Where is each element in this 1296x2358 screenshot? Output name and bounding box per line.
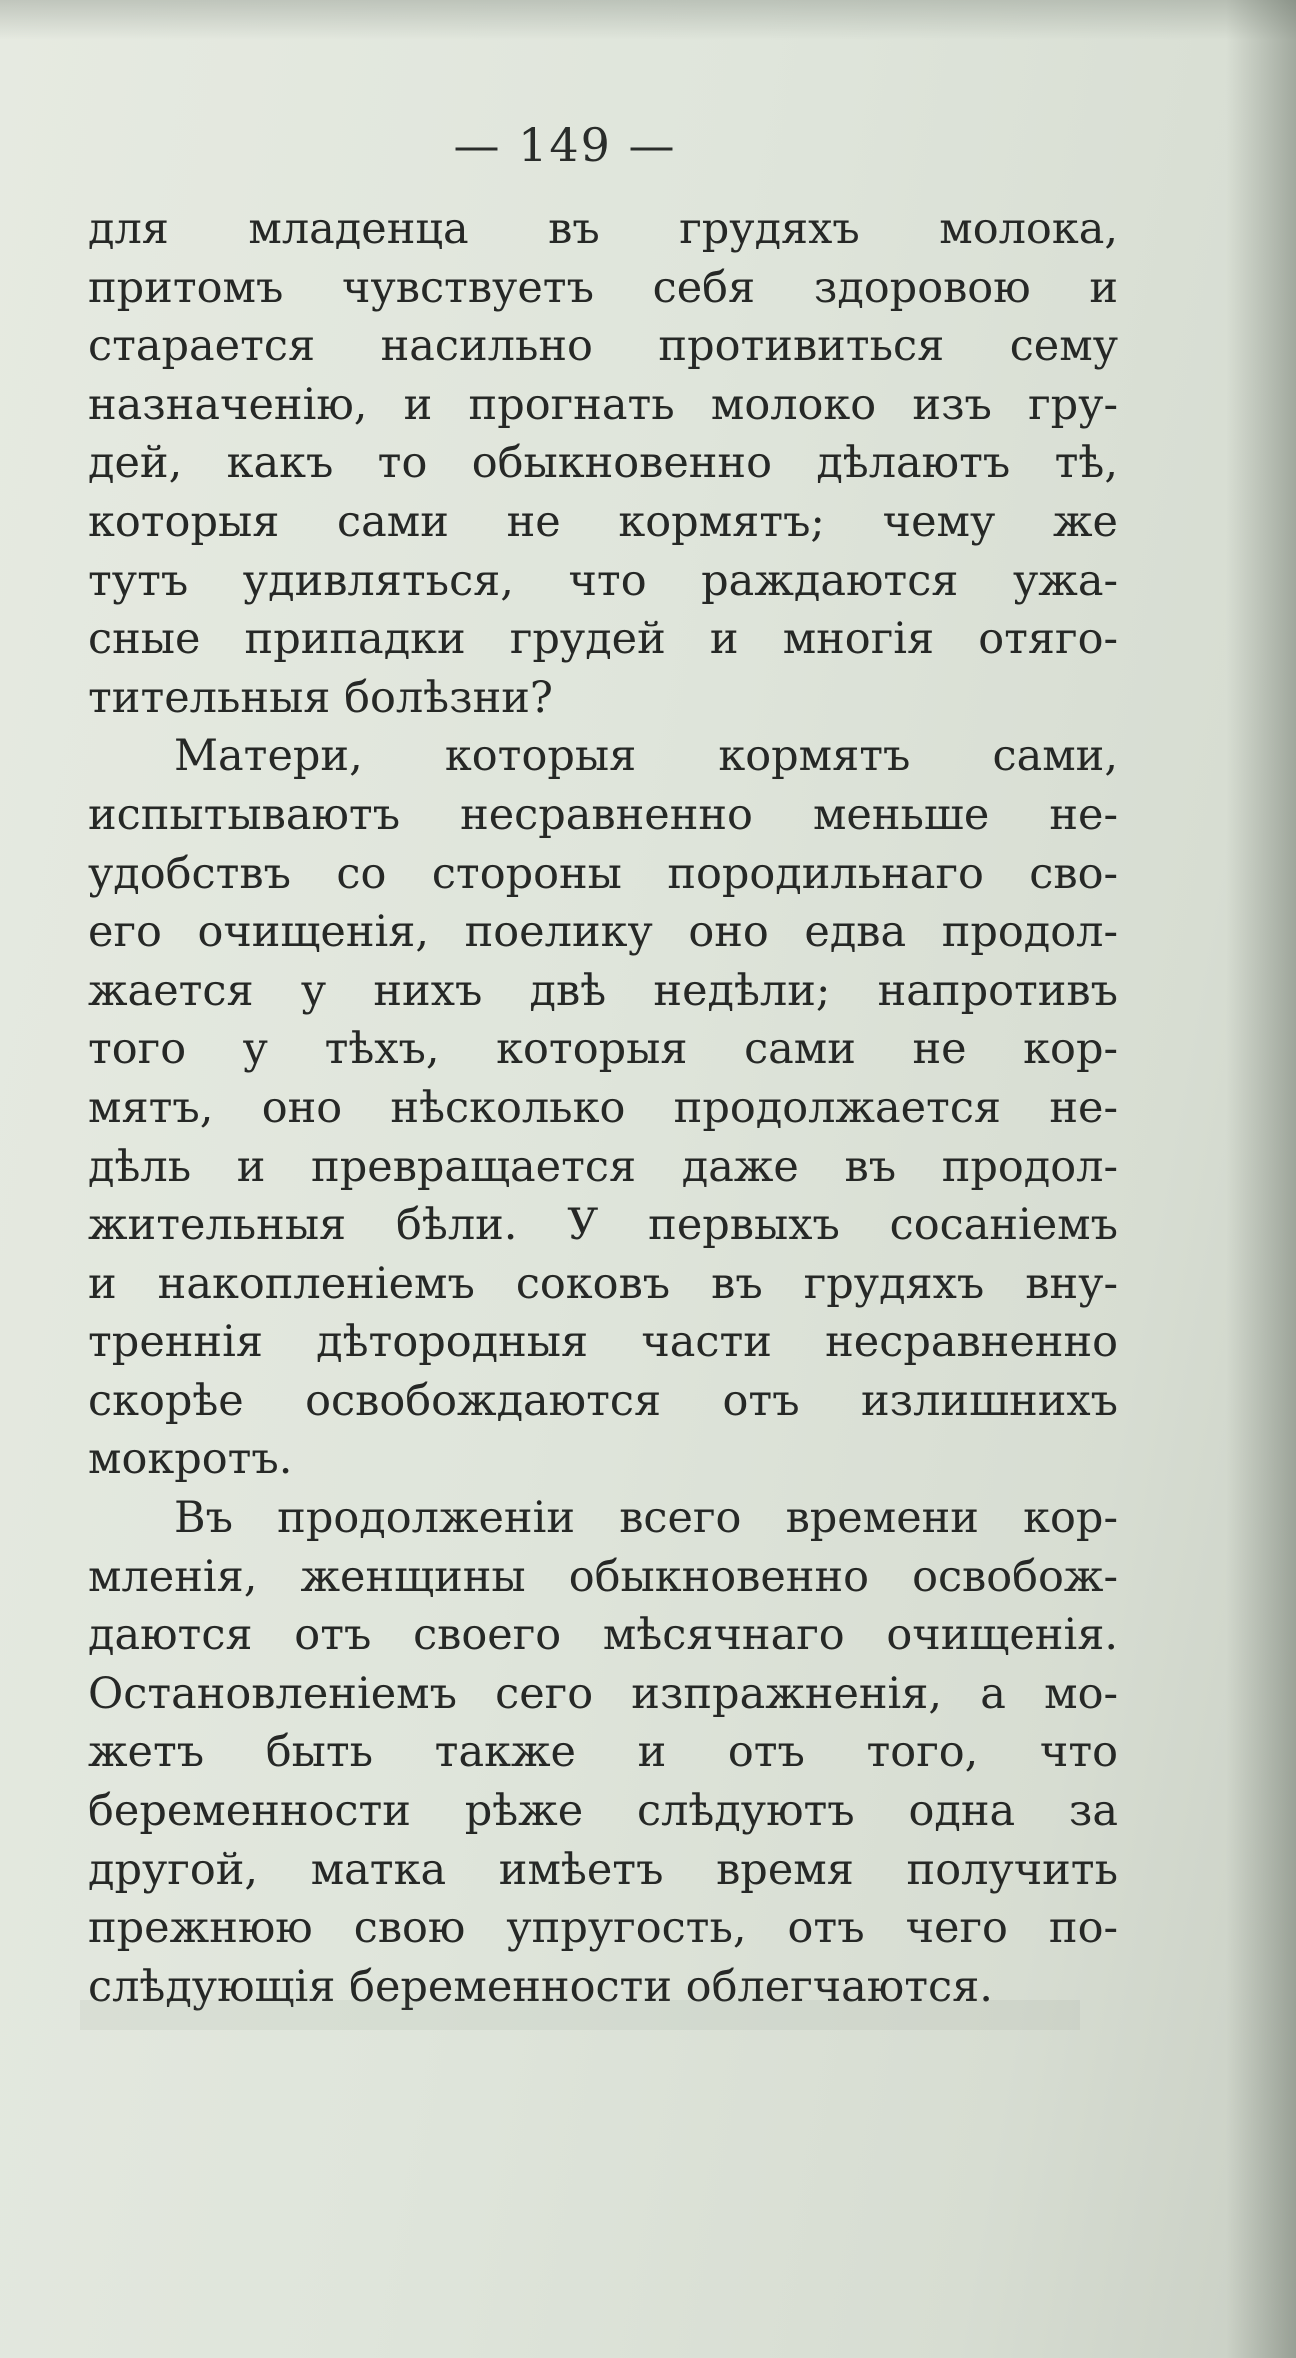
text-line: Въ продолженіи всего времени кор- [174,1493,1118,1544]
text-line: испытываютъ несравненно меньше не- [88,789,1118,840]
bleed-through-shadow [80,2000,1080,2030]
text-line: жается у нихъ двѣ недѣли; напротивъ [88,965,1118,1016]
text-line: даются отъ своего мѣсячнаго очищенія. [88,1610,1118,1661]
text-line: мленія, женщины обыкновенно освобож- [88,1551,1118,1602]
text-line: прежнюю свою упругость, отъ чего по- [88,1903,1118,1954]
text-line: дей, какъ то обыкновенно дѣлаютъ тѣ, [88,438,1118,489]
text-line: скорѣе освобождаются отъ излишнихъ [88,1375,1118,1426]
text-line: дѣль и превращается даже въ продол- [88,1141,1118,1192]
text-line: беременности рѣже слѣдуютъ одна за [88,1786,1118,1837]
text-line: Матери, которыя кормятъ сами, [174,731,1118,782]
body-text [88,200,1118,2016]
text-line: того у тѣхъ, которыя сами не кор- [88,1024,1118,1075]
text-line: которыя сами не кормятъ; чему же [88,496,1118,547]
text-line: его очищенія, поелику оно едва продол- [88,907,1118,958]
text-line: Остановленіемъ сего изпражненія, а мо- [88,1668,1118,1719]
text-line: тительныя болѣзни? [88,672,553,723]
text-line: для младенца въ грудяхъ молока, [88,204,1118,254]
text-line: удобствъ со стороны породильнаго сво- [88,848,1118,899]
text-line: слѣдующія беременности облегчаются. [88,1961,993,2012]
text-line: треннія дѣтородныя части несравненно [88,1317,1118,1368]
text-line: сные припадки грудей и многія отяго- [88,614,1118,665]
text-line: старается насильно противиться сему [88,321,1118,372]
text-line: мокротъ. [88,1434,293,1485]
text-line: и накопленіемъ соковъ въ грудяхъ вну- [88,1258,1118,1309]
text-line: жительныя бѣли. У первыхъ сосаніемъ [88,1200,1118,1251]
text-line: мятъ, оно нѣсколько продолжается не- [88,1082,1118,1133]
text-line: другой, матка имѣетъ время получить [88,1844,1118,1895]
text-line: притомъ чувствуетъ себя здоровою и [88,262,1118,313]
text-line: назначенію, и прогнать молоко изъ гру- [88,379,1118,430]
page-edge-shadow [1226,0,1296,2358]
page-top-shadow [0,0,1296,40]
text-line: жетъ быть также и отъ того, что [88,1727,1118,1778]
page-number: — 149 — [453,118,677,172]
text-line: тутъ удивляться, что раждаются ужа- [88,555,1118,606]
